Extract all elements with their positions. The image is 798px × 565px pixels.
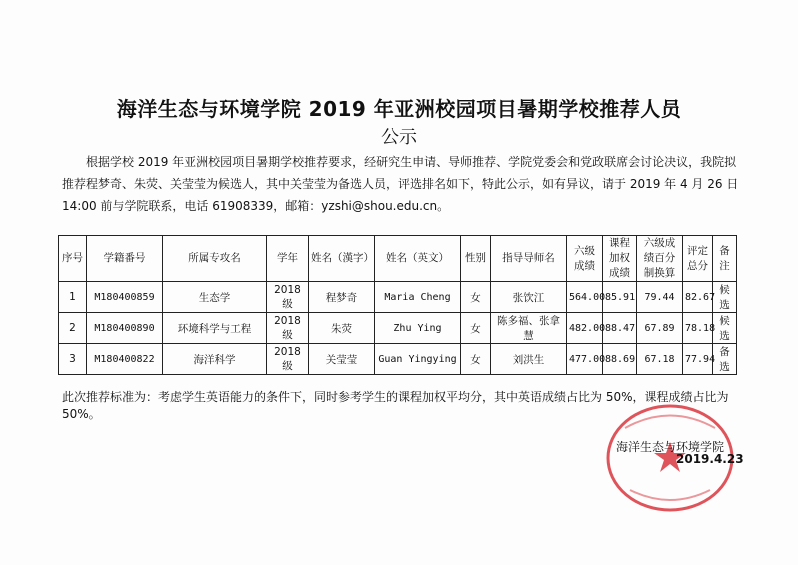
header-major: 所属专攻名 — [163, 236, 267, 282]
cell-remark: 候选 — [713, 313, 737, 344]
header-advisor: 指导导师名 — [491, 236, 567, 282]
cell-name-cn: 关莹莹 — [309, 344, 375, 375]
announcement-paragraph — [62, 151, 742, 217]
cell-no: 3 — [59, 344, 87, 375]
cell-no: 1 — [59, 282, 87, 313]
cell-english-score: 482.00 — [567, 313, 603, 344]
cell-gender: 女 — [461, 313, 491, 344]
cell-english-score: 564.00 — [567, 282, 603, 313]
table-header-row — [59, 236, 737, 282]
cell-remark: 候选 — [713, 282, 737, 313]
cell-course-weighted: 85.91 — [603, 282, 637, 313]
page-title: 海洋生态与环境学院 2019 年亚洲校园项目暑期学校推荐人员 — [116, 97, 682, 121]
cell-year: 2018 级 — [267, 344, 309, 375]
cell-course-weighted: 88.69 — [603, 344, 637, 375]
cell-advisor: 刘洪生 — [491, 344, 567, 375]
header-english-score: 六级成绩 — [567, 236, 603, 282]
cell-course-weighted: 88.47 — [603, 313, 637, 344]
table-row — [59, 313, 737, 344]
cell-name-en: Guan Yingying — [375, 344, 461, 375]
header-no: 序号 — [59, 236, 87, 282]
cell-advisor: 张饮江 — [491, 282, 567, 313]
table-row — [59, 282, 737, 313]
cell-student-id: M180400822 — [87, 344, 163, 375]
cell-cet6-percent: 67.89 — [637, 313, 683, 344]
selection-criteria-note: 此次推荐标准为：考虑学生英语能力的条件下，同时参考学生的课程加权平均分，其中英语成绩占比为 50%，课程成绩占比为 50%。 — [62, 390, 729, 421]
cell-final-score: 82.67 — [683, 282, 713, 313]
cell-cet6-percent: 67.18 — [637, 344, 683, 375]
table-row — [59, 344, 737, 375]
cell-year: 2018 级 — [267, 313, 309, 344]
cell-student-id: M180400859 — [87, 282, 163, 313]
header-year: 学年 — [267, 236, 309, 282]
cell-gender: 女 — [461, 282, 491, 313]
header-student-id: 学籍番号 — [87, 236, 163, 282]
cell-student-id: M180400890 — [87, 313, 163, 344]
cell-name-en: Maria Cheng — [375, 282, 461, 313]
cell-remark: 备选 — [713, 344, 737, 375]
page-subtitle: 公示 — [381, 127, 417, 148]
header-final-score: 评定总分 — [683, 236, 713, 282]
cell-final-score: 78.18 — [683, 313, 713, 344]
cell-name-cn: 程梦奇 — [309, 282, 375, 313]
cell-final-score: 77.94 — [683, 344, 713, 375]
announcement-text: 根据学校 2019 年亚洲校园项目暑期学校推荐要求，经研究生申请、导师推荐、学院党委会和党政联席会讨论决议，我院拟推荐程梦奇、朱荧、关莹莹为候选人，其中关莹莹为备选人员，评选排名如下，特此公示，如有异议，请于 2019 年 4 月 26 日 14:00 前与学院联系，电话 61908339，邮箱：yzshi@shou.edu.cn。 — [62, 155, 739, 213]
cell-major: 海洋科学 — [163, 344, 267, 375]
cell-no: 2 — [59, 313, 87, 344]
cell-advisor: 陈多福、张拿慧 — [491, 313, 567, 344]
signature-organization: 海洋生态与环境学院 — [616, 440, 725, 454]
cell-major: 环境科学与工程 — [163, 313, 267, 344]
header-gender: 性别 — [461, 236, 491, 282]
header-name-en: 姓名（英文） — [375, 236, 461, 282]
cell-gender: 女 — [461, 344, 491, 375]
header-cet6-percent: 六级成绩百分制换算 — [637, 236, 683, 282]
header-name-cn: 姓名（漢字） — [309, 236, 375, 282]
cell-english-score: 477.00 — [567, 344, 603, 375]
signature-date: 2019.4.23 — [676, 452, 744, 466]
cell-year: 2018 级 — [267, 282, 309, 313]
cell-name-cn: 朱荧 — [309, 313, 375, 344]
header-course-weighted: 课程加权成绩 — [603, 236, 637, 282]
cell-cet6-percent: 79.44 — [637, 282, 683, 313]
recommendation-table — [58, 235, 737, 375]
header-remark: 备注 — [713, 236, 737, 282]
cell-name-en: Zhu Ying — [375, 313, 461, 344]
cell-major: 生态学 — [163, 282, 267, 313]
